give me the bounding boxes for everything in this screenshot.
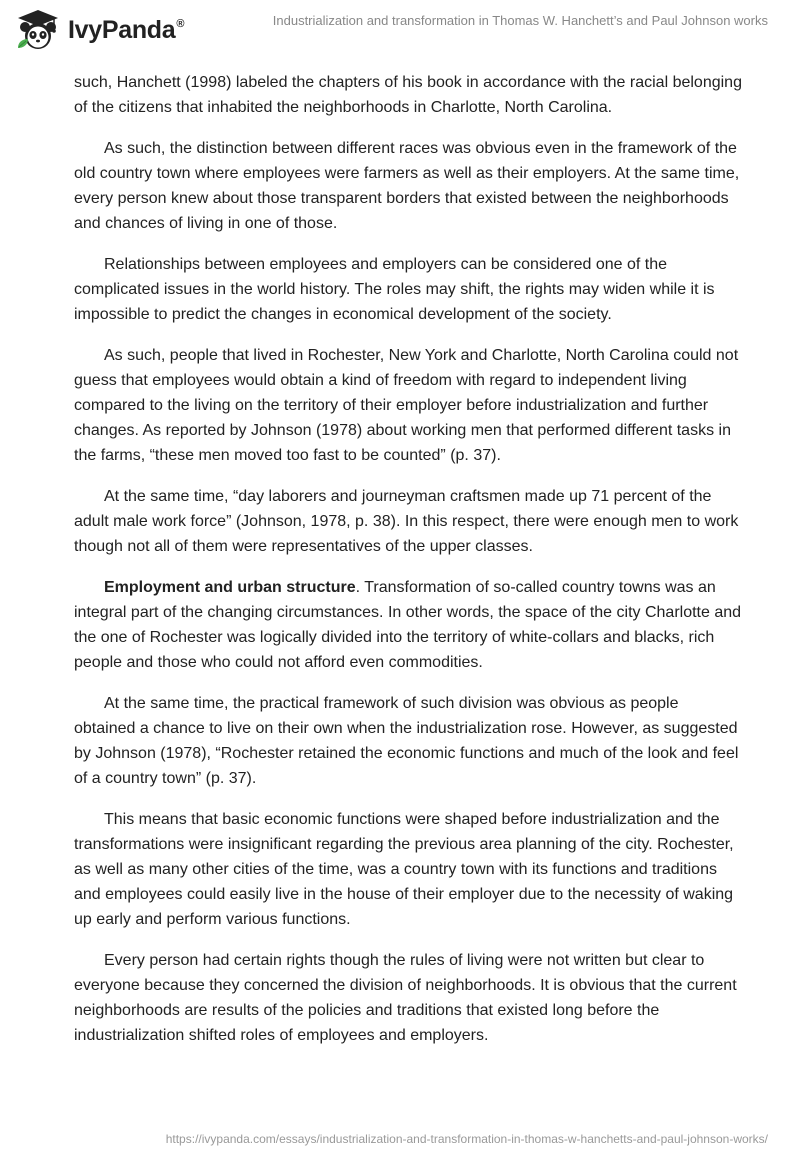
page-header (0, 0, 800, 60)
paragraph (74, 252, 744, 327)
paragraph-text: At the same time, “day laborers and journeyman craftsmen made up 71 percent of the adult male work force” (Johnson, 1978, p. 38). In this respect, there were enough men to work though not all of them were representatives of the upper classes. (74, 488, 739, 555)
paragraph (74, 948, 744, 1048)
registered-mark: ® (176, 17, 185, 30)
source-url[interactable]: https://ivypanda.com/essays/industrialization-and-transformation-in-thomas-w-hanchetts-and-paul-johnson-works/ (165, 1132, 768, 1146)
paragraph-text: such, Hanchett (1998) labeled the chapters of his book in accordance with the racial belonging of the citizens that inhabited the neighborhoods in Charlotte, North Carolina. (74, 74, 742, 116)
paragraph (74, 691, 744, 791)
paragraph (74, 807, 744, 932)
brand-name-text: IvyPanda (68, 15, 176, 44)
paragraph-text: Relationships between employees and employers can be considered one of the complicated issues in the world history. The roles may shift, the rights may widen while it is impossible to predict the changes in economical development of the society. (74, 256, 715, 323)
paragraph (74, 484, 744, 559)
paragraph-text: At the same time, the practical framework of such division was obvious as people obtained a chance to live on their own when the industrialization rose. However, as suggested by Johnson (1978), “Rochester retained the economic functions and much of the look and feel of a country town” (p. 37). (74, 695, 739, 787)
document-title: Industrialization and transformation in Thomas W. Hanchett’s and Paul Johnson works (272, 13, 768, 28)
paragraph (74, 575, 744, 675)
paragraph (74, 136, 744, 236)
brand-name (68, 16, 184, 45)
paragraph (74, 70, 744, 120)
section-heading: Employment and urban structure (104, 579, 356, 596)
paragraph-text: . Transformation of so-called country towns was an integral part of the changing circumstances. In other words, the space of the city Charlotte and the one of Rochester was logically divided into the territory of white-collars and blacks, rich people and those who could not afford even commodities. (74, 579, 742, 671)
paragraph-text: As such, the distinction between different races was obvious even in the framework of the old country town where employees were farmers as well as their employers. At the same time, every person knew about those transparent borders that existed between the neighborhoods and chances of living in one of those. (74, 140, 740, 232)
paragraph-text: This means that basic economic functions were shaped before industrialization and the transformations were insignificant regarding the previous area planning of the city. Rochester, as well as many other cities of the time, was a country town with its functions and traditions and employees could easily live in the house of their employer due to the necessity of waking up early and perform various functions. (74, 811, 734, 928)
panda-graduate-icon (14, 8, 62, 52)
essay-body (74, 70, 744, 1064)
ivypanda-logo[interactable] (14, 8, 194, 52)
paragraph-text: Every person had certain rights though the rules of living were not written but clear to everyone because they concerned the division of neighborhoods. It is obvious that the current neighborhoods are results of the policies and traditions that existed long before the industrialization shifted roles of employees and employers. (74, 952, 737, 1044)
paragraph-text: As such, people that lived in Rochester, New York and Charlotte, North Carolina could not guess that employees would obtain a kind of freedom with regard to independent living compared to the living on the territory of their employer before industrialization and further changes. As reported by Johnson (1978) about working men that performed different tasks in the farms, “these men moved too fast to be counted” (p. 37). (74, 347, 739, 464)
paragraph (74, 343, 744, 468)
